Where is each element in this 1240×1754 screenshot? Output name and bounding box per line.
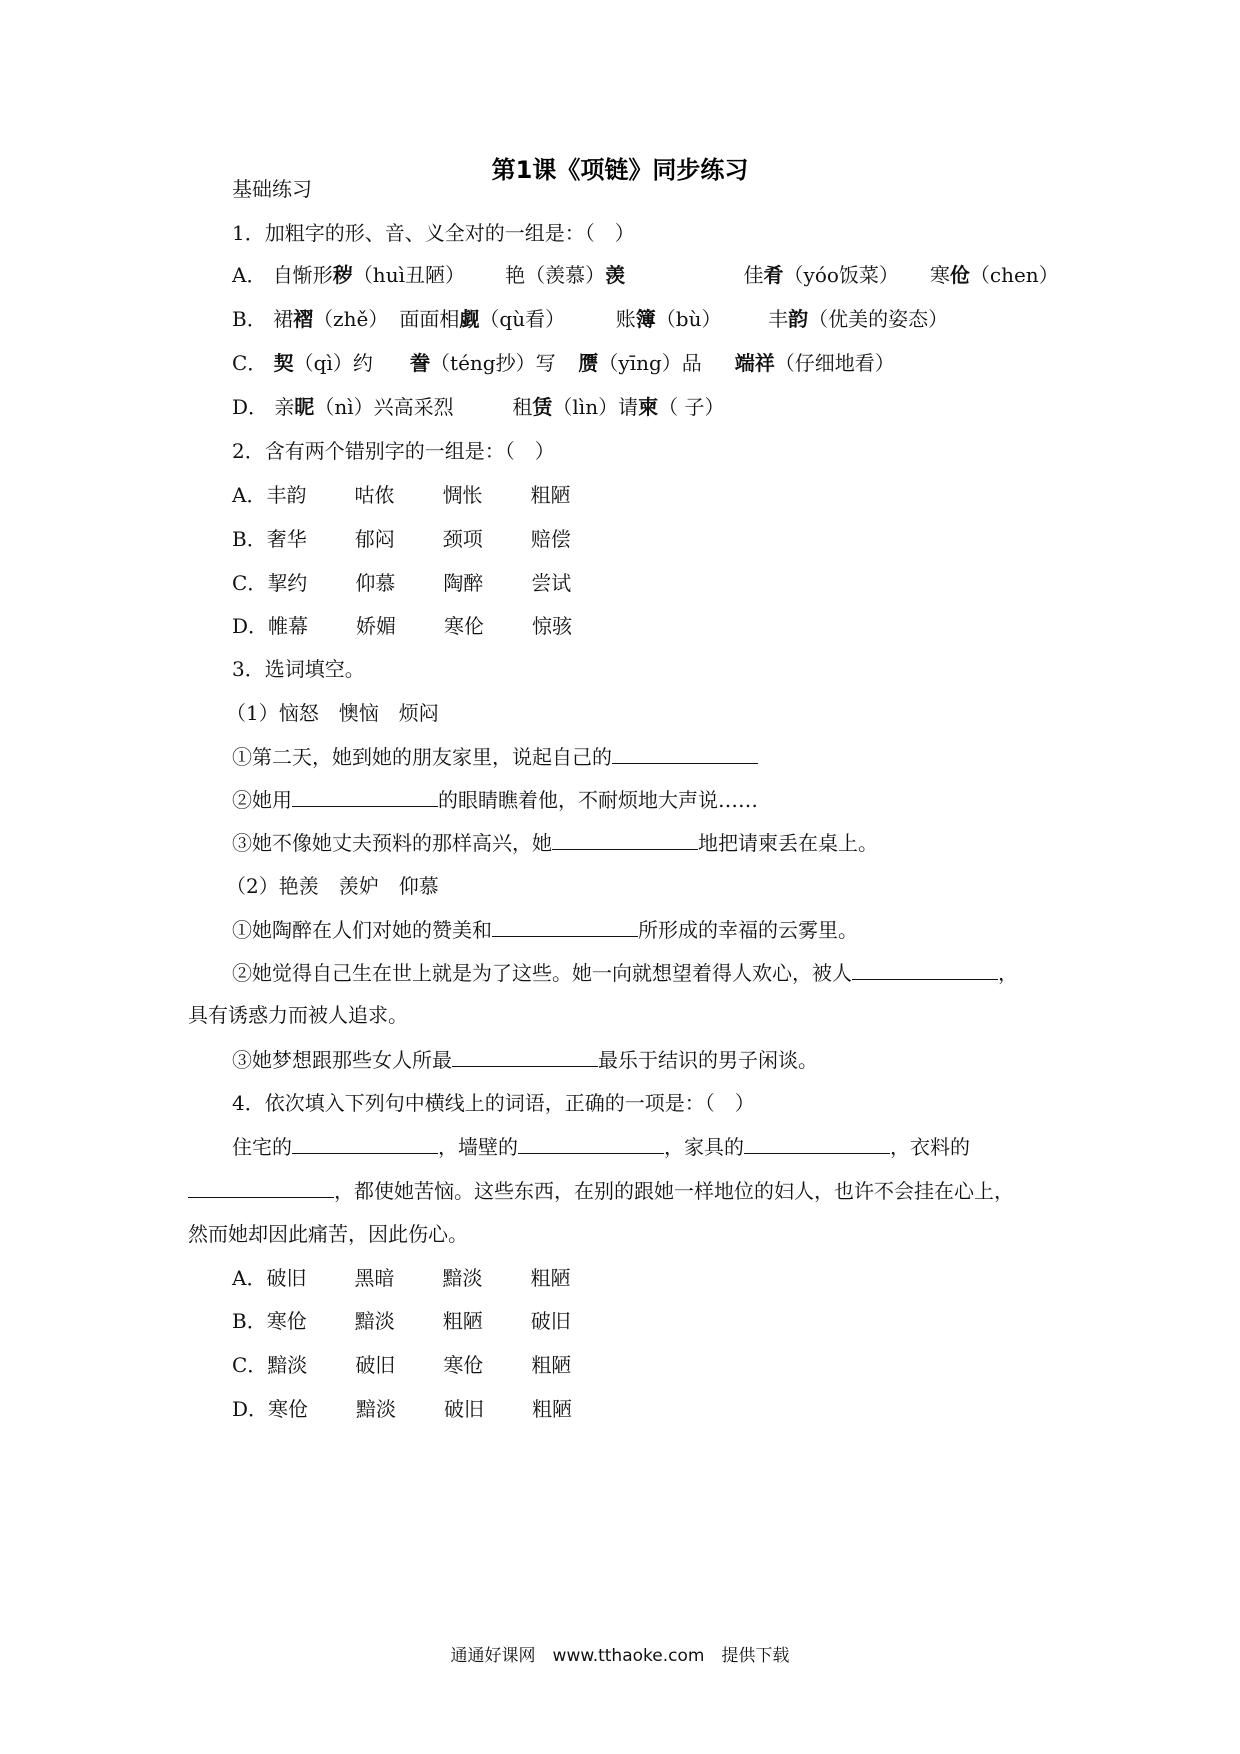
option-word: 黯淡	[267, 1353, 308, 1377]
q3-word-group-1: （1）恼怒 懊恼 烦闷	[226, 701, 439, 725]
option-label: D．	[232, 1397, 269, 1421]
page-title: 第1课《项链》同步练习	[491, 156, 749, 184]
q1-b-item: 丰韵（优美的姿态）	[768, 307, 949, 331]
q1-option-c	[232, 350, 895, 376]
q3-sentence: ③她梦想跟那些女人所最 最乐于结识的男子闲谈。	[232, 1048, 818, 1072]
q3-sentence: ①第二天，她到她的朋友家里，说起自己的	[232, 743, 758, 770]
option-word: 娇媚	[356, 614, 397, 638]
q1-option-a	[232, 262, 1059, 288]
option-word: 尝试	[531, 571, 572, 595]
q3-sentence: ②她觉得自己生在世上就是为了这些。她一向就想望着得人欢心，被人 ，	[232, 961, 1018, 985]
q4-option	[232, 1396, 620, 1422]
option-word: 赔偿	[530, 527, 571, 551]
option-label: B．	[232, 527, 267, 551]
option-word: 破旧	[355, 1353, 396, 1377]
q3-stem: 3．选词填空。	[232, 657, 365, 681]
q3-sentence: ③她不像她丈夫预料的那样高兴，她 地把请柬丢在桌上。	[232, 831, 878, 855]
q1-option-b	[232, 306, 948, 332]
option-word: 仰慕	[355, 571, 396, 595]
fill-blank[interactable]	[452, 1046, 598, 1067]
q1-d-item: 亲昵（nì）兴高采烈	[274, 395, 454, 419]
option-word: 粗陋	[532, 1397, 573, 1421]
q1-c-item: 契（qì）约	[273, 351, 373, 375]
option-word: 挈约	[267, 571, 308, 595]
option-label: C．	[232, 571, 268, 595]
option-word: 丰韵	[266, 483, 307, 507]
q4-option	[232, 1308, 619, 1334]
q4-option	[232, 1265, 618, 1291]
option-label: C．	[232, 351, 268, 375]
page-footer: 通通好课网 www.tthaoke.com 提供下载	[450, 1646, 790, 1666]
option-word: 破旧	[444, 1397, 485, 1421]
option-word: 咕侬	[354, 483, 395, 507]
q4-stem: 4．依次填入下列句中横线上的词语，正确的一项是：（ ）	[232, 1091, 755, 1115]
q1-b-item: 账簿（bù）	[615, 307, 722, 331]
option-label: A．	[232, 263, 267, 287]
q1-stem: 1．加粗字的形、音、义全对的一组是：（ ）	[232, 221, 635, 245]
option-word: 寒伧	[268, 1397, 309, 1421]
option-word: 寒伧	[443, 1353, 484, 1377]
option-word: 颈项	[442, 527, 483, 551]
option-label: B．	[232, 1309, 267, 1333]
option-label: A．	[232, 1266, 267, 1290]
fill-blank[interactable]	[552, 829, 698, 850]
option-word: 破旧	[266, 1266, 307, 1290]
fill-blank[interactable]	[292, 1133, 438, 1154]
fill-blank[interactable]	[292, 786, 438, 807]
section-heading: 基础练习	[232, 177, 312, 201]
q1-option-d	[232, 394, 724, 420]
fill-blank[interactable]	[852, 959, 998, 980]
fill-blank[interactable]	[492, 916, 638, 937]
q3-sentence-continuation: 具有诱惑力而被人追求。	[188, 1003, 408, 1027]
option-word: 黯淡	[442, 1266, 483, 1290]
option-label: C．	[232, 1353, 268, 1377]
fill-blank[interactable]	[188, 1177, 334, 1198]
q4-passage-line: 然而她却因此痛苦，因此伤心。	[188, 1222, 468, 1246]
fill-blank[interactable]	[518, 1133, 664, 1154]
q1-c-item: 赝（yīng）品	[578, 351, 702, 375]
option-word: 粗陋	[442, 1309, 483, 1333]
q1-b-item: 面面相觑（qù看）	[399, 307, 566, 331]
option-word: 黯淡	[354, 1309, 395, 1333]
q1-d-item: 柬（ 子）	[638, 395, 725, 419]
option-word: 黯淡	[356, 1397, 397, 1421]
q2-option	[232, 482, 618, 508]
option-word: 寒伦	[444, 614, 485, 638]
option-word: 破旧	[530, 1309, 571, 1333]
option-word: 奢华	[266, 527, 307, 551]
option-word: 惆怅	[442, 483, 483, 507]
q3-word-group-2: （2）艳羡 羡妒 仰慕	[226, 874, 439, 898]
q4-option	[232, 1352, 619, 1378]
option-word: 寒伧	[266, 1309, 307, 1333]
q1-c-item: 端祥（仔细地看）	[734, 351, 895, 375]
q1-a-item: 寒伧（chen）	[929, 263, 1059, 287]
q1-a-item: 佳肴（yóo饭菜）	[743, 263, 899, 287]
option-word: 粗陋	[530, 1266, 571, 1290]
q2-option	[232, 570, 619, 596]
fill-blank[interactable]	[744, 1133, 890, 1154]
q3-sentence: ①她陶醉在人们对她的赞美和 所形成的幸福的云雾里。	[232, 918, 858, 942]
option-word: 粗陋	[531, 1353, 572, 1377]
q4-passage-line: ，都使她苦恼。这些东西，在别的跟她一样地位的妇人，也许不会挂在心上，	[188, 1177, 1014, 1204]
q1-a-item: 艳（羡慕）羡	[505, 263, 626, 287]
option-word: 郁闷	[354, 527, 395, 551]
q1-b-item: 裙褶（zhě）	[273, 307, 389, 331]
option-label: D．	[232, 614, 269, 638]
option-word: 黑暗	[354, 1266, 395, 1290]
q2-option	[232, 526, 619, 552]
q4-passage-line: 住宅的 ，墙壁的 ，家具的 ，衣料的	[232, 1135, 970, 1159]
option-label: D．	[232, 395, 269, 419]
option-word: 惊骇	[532, 614, 573, 638]
q1-d-item: 租赁（lìn）请	[512, 395, 639, 419]
q1-c-item: 誊（téng抄）写	[410, 351, 556, 375]
option-word: 陶醉	[443, 571, 484, 595]
q3-sentence: ②她用 的眼睛瞧着他，不耐烦地大声说……	[232, 788, 758, 812]
option-word: 帷幕	[268, 614, 309, 638]
option-word: 粗陋	[530, 483, 571, 507]
q2-option	[232, 613, 620, 639]
q2-stem: 2．含有两个错别字的一组是：（ ）	[232, 439, 555, 463]
option-label: B．	[232, 307, 267, 331]
option-label: A．	[232, 483, 267, 507]
fill-blank[interactable]	[612, 743, 758, 764]
q1-a-item: 自惭形秽（huì丑陋）	[272, 263, 465, 287]
